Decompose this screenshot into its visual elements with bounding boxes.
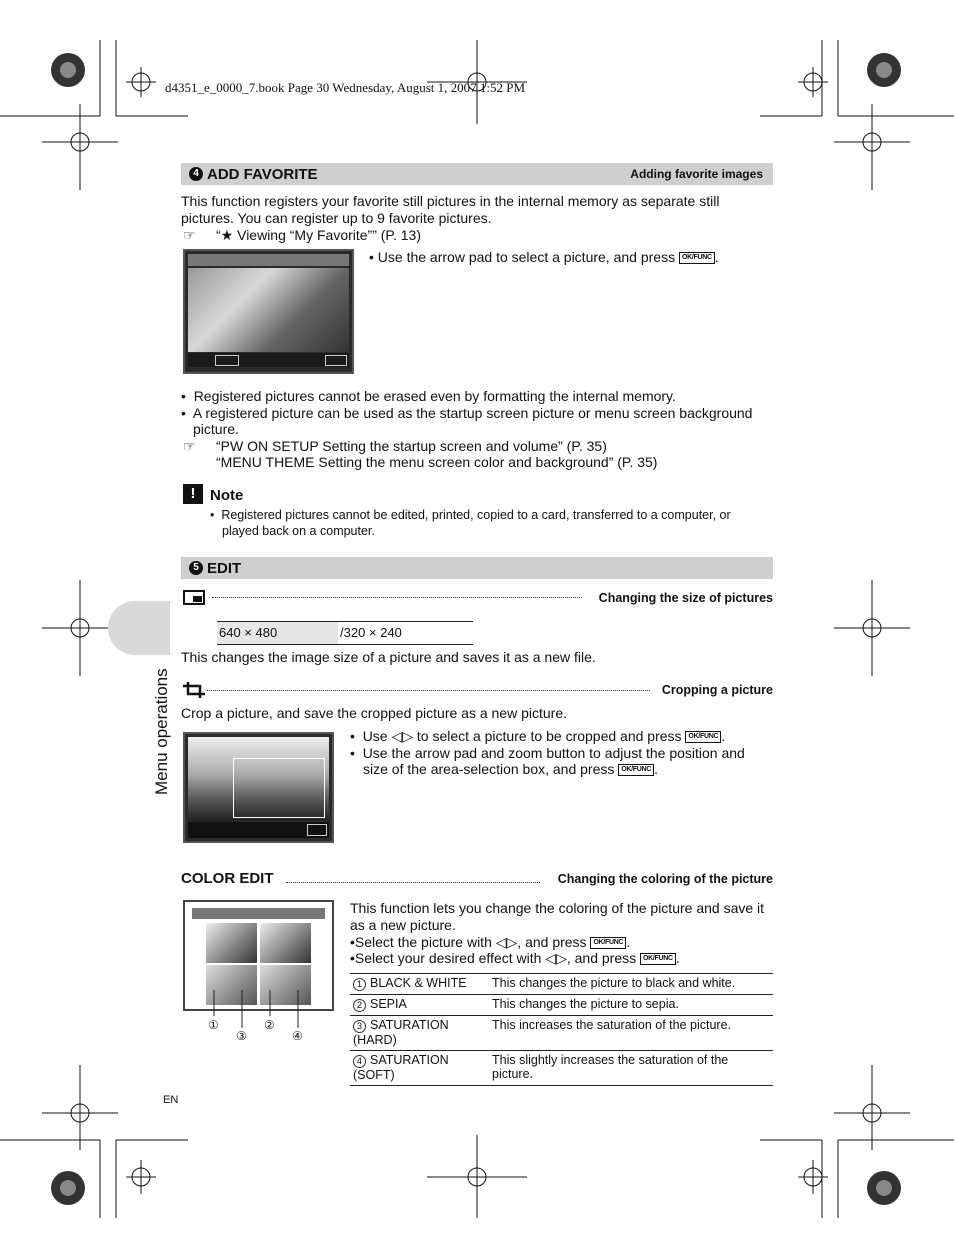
note-title: Note bbox=[210, 487, 244, 504]
ok-func-button-icon: OK/FUNC bbox=[679, 252, 715, 264]
ref-menu-theme: “MENU THEME Setting the menu screen color and background” (P. 35) bbox=[216, 454, 658, 470]
callout-4: ④ bbox=[292, 1029, 303, 1043]
color-edit-desc-1: This function lets you change the coloring of the picture and save it bbox=[350, 900, 765, 916]
preview-sepia bbox=[260, 923, 311, 963]
add-favorite-intro-1: This function registers your favorite still pictures in the internal memory as separate still bbox=[181, 193, 720, 209]
ok-func-button-icon: OK/FUNC bbox=[640, 953, 676, 965]
crop-step-1: • Use ◁▷ to select a picture to be cropped and press OK/FUNC . bbox=[350, 728, 726, 744]
ok-func-button-icon: OK/FUNC bbox=[685, 731, 721, 743]
section-number: 4 bbox=[189, 167, 203, 181]
preview-bw bbox=[206, 923, 257, 963]
bullet-startup-screen-cont: picture. bbox=[193, 421, 239, 437]
section-subtitle: Adding favorite images bbox=[630, 167, 763, 181]
resize-icon bbox=[183, 590, 205, 605]
table-row: 2 SEPIA This changes the picture to sepia. bbox=[350, 995, 773, 1016]
side-tab-label: Menu operations bbox=[152, 668, 171, 795]
photo-placeholder bbox=[188, 268, 349, 352]
color-edit-title: COLOR EDIT bbox=[181, 870, 274, 887]
left-right-arrow-icon: ◁▷ bbox=[495, 934, 518, 950]
language-code: EN bbox=[163, 1094, 179, 1106]
left-right-arrow-icon: ◁▷ bbox=[545, 950, 567, 966]
note-text-2: played back on a computer. bbox=[222, 524, 375, 538]
camera-screen-crop bbox=[183, 732, 334, 843]
crop-icon bbox=[183, 682, 205, 698]
resize-desc: This changes the image size of a picture and saves it as a new file. bbox=[181, 649, 596, 665]
reference-icon-2: ☞ bbox=[183, 438, 196, 454]
edit-header bbox=[181, 557, 773, 579]
crop-selection-box bbox=[233, 758, 325, 818]
table-row: 4 SATURATION (SOFT) This slightly increases the saturation of the picture. bbox=[350, 1051, 773, 1086]
crop-leader bbox=[207, 690, 650, 691]
side-tab-shape bbox=[108, 601, 170, 655]
note-text-1: • Registered pictures cannot be edited, printed, copied to a card, transferred to a computer, or bbox=[210, 508, 731, 522]
reference-icon: ☞ bbox=[183, 227, 196, 243]
note-warning-icon: ! bbox=[183, 484, 203, 504]
ok-func-button-icon: OK/FUNC bbox=[618, 764, 654, 776]
add-favorite-intro-2: pictures. You can register up to 9 favorite pictures. bbox=[181, 210, 492, 226]
camera-screen-favorite bbox=[183, 249, 354, 374]
add-favorite-instruction: • Use the arrow pad to select a picture, and press OK/FUNC . bbox=[369, 249, 719, 265]
table-row: 1 BLACK & WHITE This changes the picture to black and white. bbox=[350, 974, 773, 995]
table-row: 3 SATURATION (HARD) This increases the saturation of the picture. bbox=[350, 1016, 773, 1051]
callout-1: ① bbox=[208, 1018, 219, 1032]
section-title: ADD FAVORITE bbox=[207, 165, 318, 183]
callout-2: ② bbox=[264, 1018, 275, 1032]
color-edit-label: Changing the coloring of the picture bbox=[557, 872, 773, 886]
print-header: d4351_e_0000_7.book Page 30 Wednesday, August 1, 2007 1:52 PM bbox=[165, 80, 526, 95]
color-edit-select-effect: •Select your desired effect with ◁▷, and press OK/FUNC . bbox=[350, 950, 680, 966]
color-edit-leader bbox=[286, 882, 540, 883]
section-number: 5 bbox=[189, 561, 203, 575]
color-edit-desc-2: as a new picture. bbox=[350, 917, 456, 933]
color-edit-select-picture: •Select the picture with ◁▷, and press OK/FUNC . bbox=[350, 934, 631, 950]
callout-3: ③ bbox=[236, 1029, 247, 1043]
left-right-arrow-icon: ◁▷ bbox=[391, 728, 414, 744]
size-to: /320 × 240 bbox=[340, 625, 402, 640]
bullet-registered-erase: • Registered pictures cannot be erased even by formatting the internal memory. bbox=[181, 388, 676, 404]
resize-label: Changing the size of pictures bbox=[598, 591, 773, 605]
crop-step-2: • Use the arrow pad and zoom button to adjust the position and bbox=[350, 745, 745, 761]
bullet-startup-screen: • A registered picture can be used as the startup screen picture or menu screen background bbox=[181, 405, 753, 421]
add-favorite-header bbox=[181, 163, 773, 185]
resize-leader bbox=[212, 597, 582, 598]
add-favorite-ref: “★ Viewing “My Favorite”” (P. 13) bbox=[216, 227, 421, 243]
section-title: EDIT bbox=[207, 559, 242, 577]
crop-step-2-cont: size of the area-selection box, and press OK/FUNC . bbox=[363, 761, 658, 777]
size-table bbox=[217, 621, 473, 645]
crop-desc: Crop a picture, and save the cropped picture as a new picture. bbox=[181, 705, 567, 721]
size-from: 640 × 480 bbox=[217, 622, 338, 644]
ok-func-button-icon: OK/FUNC bbox=[590, 937, 626, 949]
ref-pw-on-setup: “PW ON SETUP Setting the startup screen and volume” (P. 35) bbox=[216, 438, 607, 454]
crop-label: Cropping a picture bbox=[661, 683, 773, 697]
color-effects-table bbox=[350, 973, 773, 1086]
